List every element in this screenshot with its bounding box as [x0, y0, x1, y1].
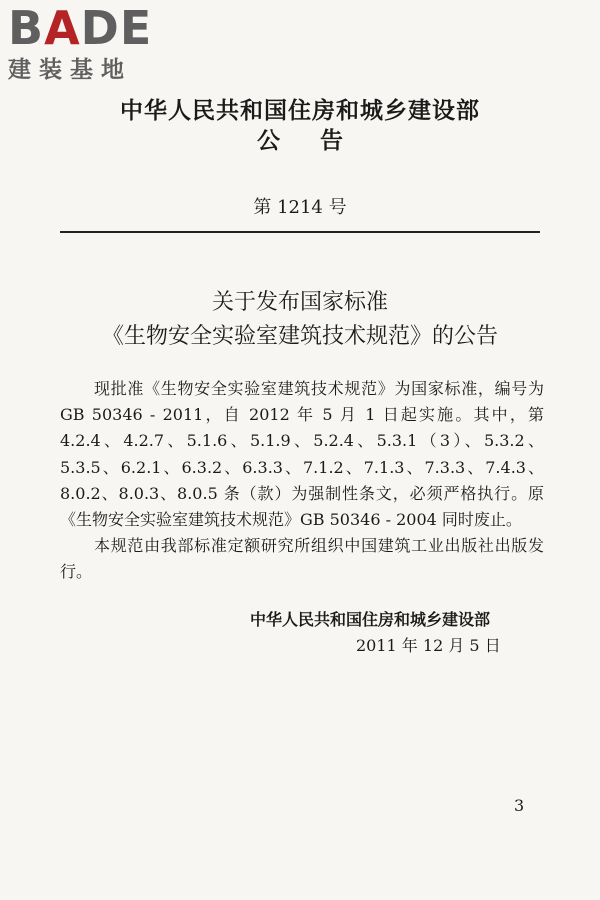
signature-organization: 中华人民共和国住房和城乡建设部: [250, 610, 491, 629]
page-number: 3: [514, 796, 525, 815]
announcement-heading: 公告: [257, 128, 383, 154]
body-paragraph-1: 现批准《生物安全实验室建筑技术规范》为国家标准，编号为 GB 50346 - 2011，自 2012 年 5 月 1 日起实施。其中，第 4.2.4、4.2.7、5.1.6、5.1.9、5.2.4、5.3.1（3）、5.3.2、5.3.5、6.2.1、6.3.2、6.3.3、7.1.2、7.1.3、7.3.3、7.4.3、8.0.2、8.0.3、8.0.5 条（款）为强制性条文，必须严格执行。原《生物安全实验室建筑技术规范》GB 50346 - 2004 同时废止。: [60, 379, 544, 530]
logo-letter-b: B: [8, 1, 45, 55]
heading-divider: [60, 231, 540, 233]
document-title-line2: 《生物安全实验室建筑技术规范》的公告: [101, 324, 498, 349]
logo-letter-a: A: [44, 1, 81, 55]
announcement-number: 第 1214 号: [253, 197, 347, 218]
document-body: [60, 376, 544, 586]
logo-letters-de: DE: [80, 1, 153, 55]
logo-wordmark: [8, 1, 153, 55]
logo-subtitle: 建装基地: [8, 57, 132, 83]
signature-date: 2011 年 12 月 5 日: [356, 636, 501, 655]
ministry-heading: 中华人民共和国住房和城乡建设部: [120, 98, 480, 124]
bade-logo: [8, 1, 178, 86]
document-title-line1: 关于发布国家标准: [211, 290, 388, 315]
body-paragraph-2: 本规范由我部标准定额研究所组织中国建筑工业出版社出版发行。: [60, 536, 544, 582]
